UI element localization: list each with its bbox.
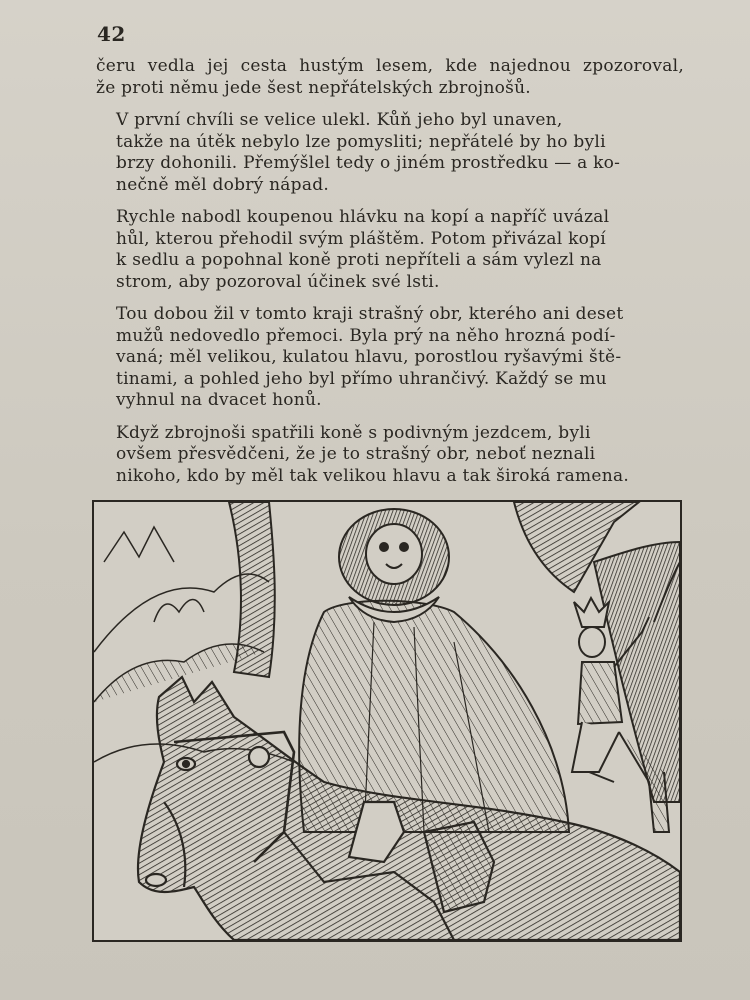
paragraph bbox=[96, 56, 684, 99]
text-line: takže na útěk nebylo lze pomysliti; nepřátelé by ho byli bbox=[116, 131, 606, 152]
paragraph bbox=[96, 423, 684, 488]
body-text bbox=[96, 56, 684, 498]
text-line: hůl, kterou přehodil svým pláštěm. Potom přivázal kopí bbox=[116, 228, 606, 249]
text-line: nikoho, kdo by měl tak velikou hlavu a tak široká ramena. bbox=[116, 465, 629, 486]
page-number: 42 bbox=[97, 22, 126, 46]
text-line: strom, aby pozoroval účinek své lsti. bbox=[116, 271, 440, 292]
paragraph bbox=[96, 110, 684, 196]
text-line: vaná; měl velikou, kulatou hlavu, porostlou ryšavými ště- bbox=[116, 347, 622, 367]
paragraph bbox=[96, 304, 684, 412]
text-line: tinami, a pohled jeho byl přímo uhrančivý. Každý se mu bbox=[116, 368, 607, 389]
text-line: Když zbrojnoši spatřili koně s podivným jezdcem, byli bbox=[116, 422, 591, 443]
text-line: ovšem přesvědčeni, že je to strašný obr, neboť neznali bbox=[116, 444, 596, 464]
woodcut-illustration bbox=[92, 500, 682, 942]
text-line: vyhnul na dvacet honů. bbox=[116, 390, 322, 410]
cloaked-dummy-figure bbox=[299, 509, 569, 832]
text-line: k sedlu a popohnal koně proti nepříteli a sám vylezl na bbox=[116, 250, 602, 270]
text-line: Tou dobou žil v tomto kraji strašný obr, kterého ani deset bbox=[116, 304, 624, 324]
text-line: nečně měl dobrý nápad. bbox=[116, 174, 329, 195]
text-line: mužů nedovedlo přemoci. Byla prý na něho hrozná podí- bbox=[116, 325, 616, 346]
illustration-drawing bbox=[94, 502, 680, 940]
text-line: že proti němu jede šest nepřátelských zbrojnošů. bbox=[96, 77, 531, 98]
text-line: čeru vedla jej cesta hustým lesem, kde najednou zpozoroval, bbox=[96, 56, 684, 76]
paragraph bbox=[96, 207, 684, 293]
text-line: Rychle nabodl koupenou hlávku na kopí a napříč uvázal bbox=[116, 207, 610, 227]
text-line: brzy dohonili. Přemýšlel tedy o jiném prostředku — a ko- bbox=[116, 153, 621, 173]
text-line: V první chvíli se velice ulekl. Kůň jeho byl unaven, bbox=[116, 110, 563, 130]
